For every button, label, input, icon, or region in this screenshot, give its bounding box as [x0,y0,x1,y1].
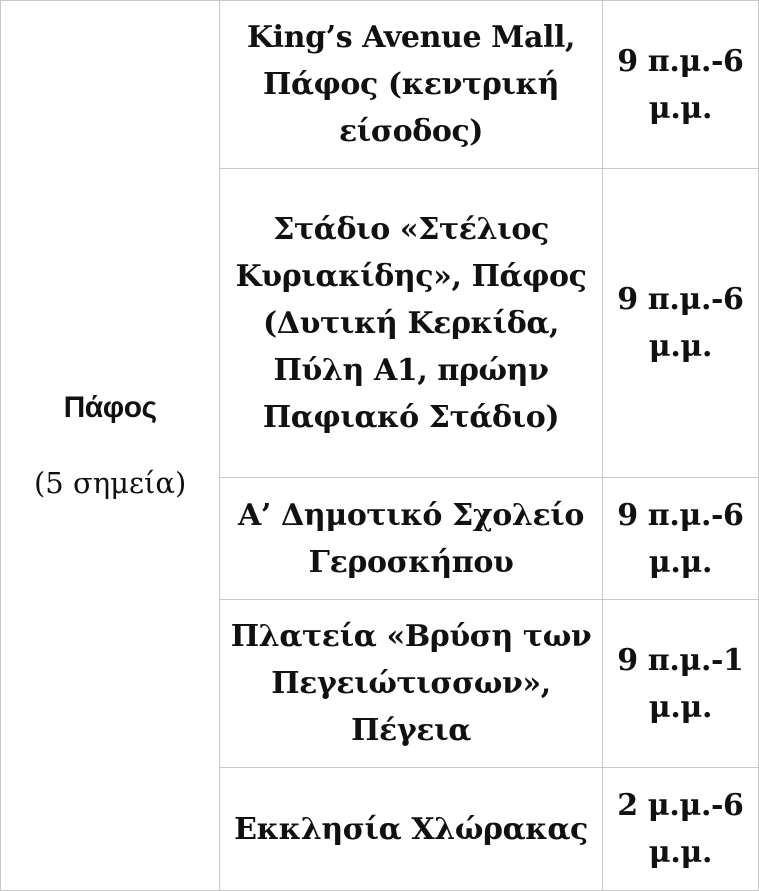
location-cell: King’s Avenue Mall, Πάφος (κεντρική είσοδος) [220,1,603,169]
hours-cell: 9 π.μ.-6 μ.μ. [602,1,758,169]
hours-cell: 9 π.μ.-6 μ.μ. [602,478,758,600]
location-cell: Εκκλησία Χλώρακας [220,768,603,891]
table-row [1,1,759,169]
region-name: Πάφος [63,391,157,425]
location-cell: Α’ Δημοτικό Σχολείο Γεροσκήπου [220,478,603,600]
region-count: (5 σημεία) [33,466,187,501]
hours-cell: 9 π.μ.-1 μ.μ. [602,600,758,768]
hours-cell: 2 μ.μ.-6 μ.μ. [602,768,758,891]
location-cell: Στάδιο «Στέλιος Κυριακίδης», Πάφος (Δυτική Κερκίδα, Πύλη Α1, πρώην Παφιακό Στάδιο) [220,169,603,478]
hours-cell: 9 π.μ.-6 μ.μ. [602,169,758,478]
region-cell [1,1,220,891]
location-cell: Πλατεία «Βρύση των Πεγειώτισσων», Πέγεια [220,600,603,768]
